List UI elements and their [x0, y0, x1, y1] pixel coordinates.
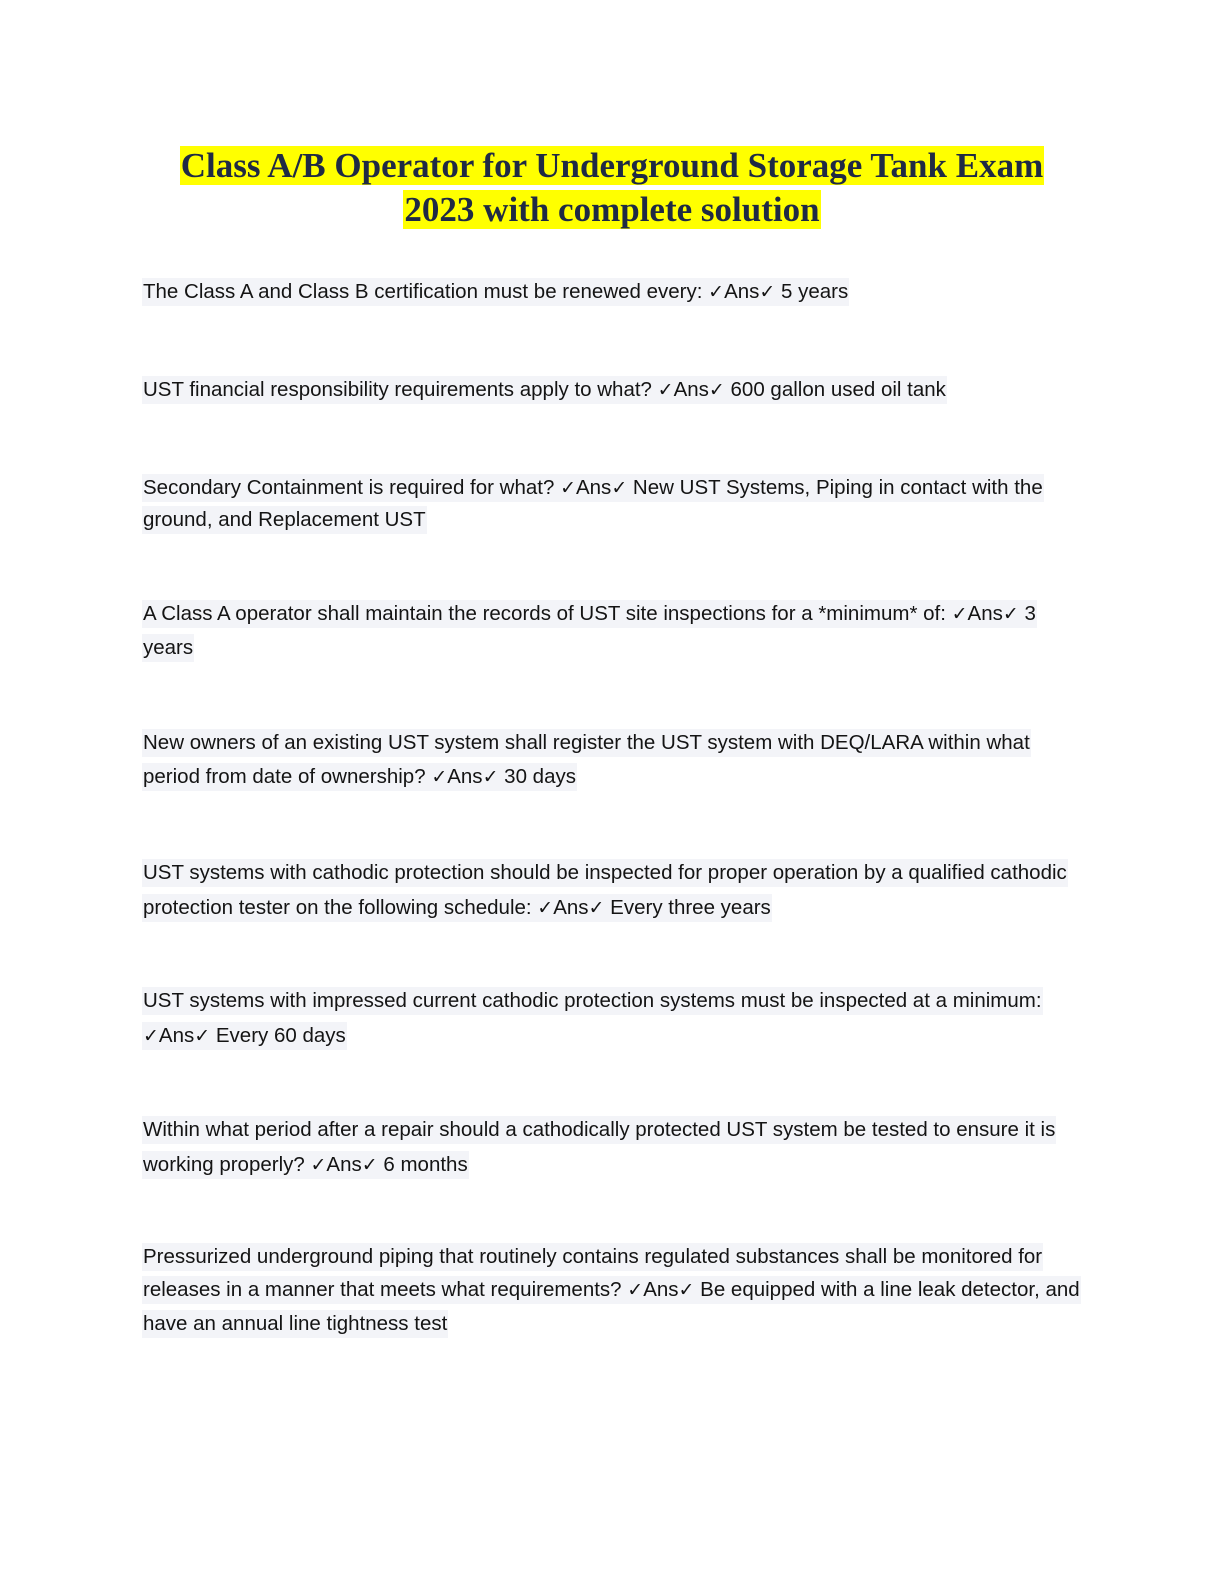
qa-item-2	[142, 374, 1082, 406]
qa-item-6	[142, 855, 1082, 926]
ans-label: Ans	[575, 476, 612, 499]
check-icon: ✓	[708, 379, 725, 401]
ans-label: Ans	[326, 1153, 362, 1176]
check-icon: ✓	[951, 603, 968, 625]
answer-text: Be equipped with a line leak detector, and have an annual line tightness test	[143, 1278, 1080, 1335]
check-icon: ✓	[361, 1154, 378, 1176]
answer-text: New UST Systems, Piping in contact with the ground, and Replacement UST	[143, 476, 1043, 531]
ans-label: Ans	[158, 1024, 195, 1047]
check-icon: ✓	[708, 281, 725, 303]
check-icon: ✓	[627, 1279, 644, 1301]
qa-item-3	[142, 472, 1082, 535]
check-icon: ✓	[611, 477, 628, 499]
title-line-2: 2023 with complete solution	[404, 190, 820, 229]
qa-item-1	[142, 276, 1082, 308]
question-text: New owners of an existing UST system shall register the UST system with DEQ/LARA within what period from date of ownership?	[143, 731, 1030, 788]
answer-text: 600 gallon used oil tank	[724, 378, 946, 401]
check-icon: ✓	[678, 1279, 695, 1301]
check-icon: ✓	[1002, 603, 1019, 625]
answer-text: Every 60 days	[210, 1024, 346, 1047]
check-icon: ✓	[482, 766, 499, 788]
check-icon: ✓	[588, 897, 605, 919]
answer-text: 3 years	[143, 602, 1036, 659]
qa-item-7	[142, 983, 1082, 1054]
question-text: Within what period after a repair should a cathodically protected UST system be tested to ensure it is working properly?	[143, 1118, 1056, 1176]
question-text: Secondary Containment is required for what?	[143, 476, 561, 499]
question-text: UST financial responsibility requirements apply to what?	[143, 378, 658, 401]
answer-text: Every three years	[604, 896, 771, 919]
check-icon: ✓	[143, 1025, 159, 1047]
question-text: A Class A operator shall maintain the records of UST site inspections for a *minimum* of:	[143, 602, 952, 625]
check-icon: ✓	[560, 477, 576, 499]
question-text: Pressurized underground piping that routinely contains regulated substances shall be monitored for releases in a manner that meets what requirements?	[143, 1245, 1043, 1301]
qa-item-4	[142, 597, 1082, 665]
ans-label: Ans	[643, 1278, 679, 1301]
answer-text: 30 days	[498, 765, 576, 788]
ans-label: Ans	[967, 602, 1003, 625]
ans-label: Ans	[553, 896, 589, 919]
question-text: The Class A and Class B certification must be renewed every:	[143, 280, 709, 303]
ans-label: Ans	[724, 280, 760, 303]
check-icon: ✓	[431, 766, 448, 788]
qa-item-5	[142, 726, 1082, 794]
title-line-1: Class A/B Operator for Underground Storage Tank Exam	[180, 146, 1044, 185]
answer-text: 6 months	[377, 1153, 468, 1176]
ans-label: Ans	[673, 378, 709, 401]
check-icon: ✓	[657, 379, 674, 401]
check-icon: ✓	[194, 1025, 211, 1047]
ans-label: Ans	[447, 765, 483, 788]
answer-text: 5 years	[775, 280, 849, 303]
check-icon: ✓	[537, 897, 554, 919]
qa-item-8	[142, 1112, 1082, 1183]
check-icon: ✓	[310, 1154, 327, 1176]
question-text: UST systems with cathodic protection should be inspected for proper operation by a qualified cathodic protection tester on the following schedule:	[143, 861, 1067, 919]
qa-item-9	[142, 1240, 1082, 1340]
check-icon: ✓	[759, 281, 776, 303]
document-title	[0, 144, 1224, 232]
question-text: UST systems with impressed current cathodic protection systems must be inspected at a minimum:	[143, 989, 1042, 1012]
